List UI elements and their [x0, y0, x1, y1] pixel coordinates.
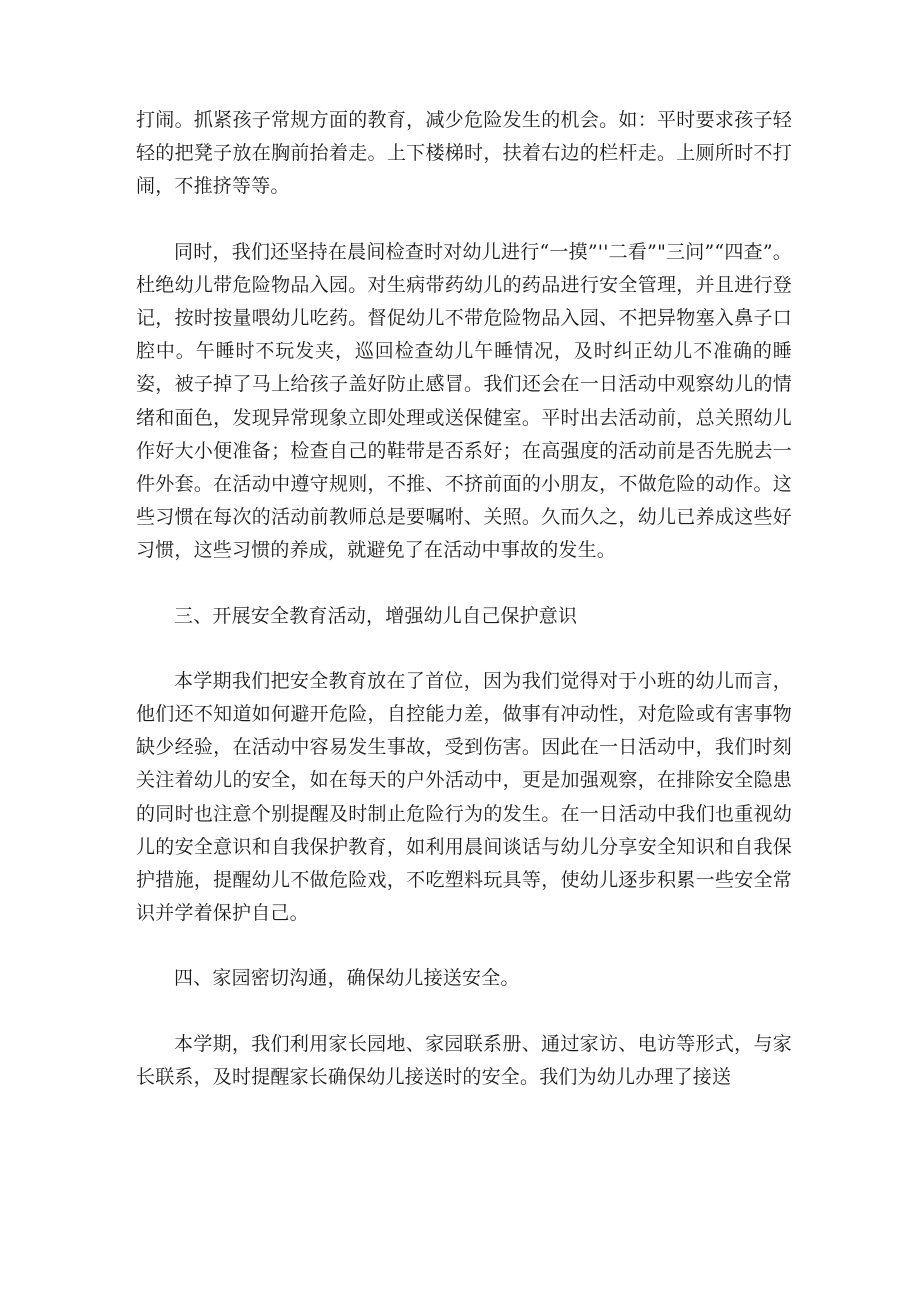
paragraph-home-school: 本学期，我们利用家长园地、家园联系册、通过家访、电访等形式，与家长联系，及时提醒家长确保幼儿接送时的安全。我们为幼儿办理了接送	[136, 1032, 792, 1088]
paragraph-intro-continuation: 打闹。抓紧孩子常规方面的教育，减少危险发生的机会。如：平时要求孩子轻轻的把凳子放在胸前抬着走。上下楼梯时，扶着右边的栏杆走。上厕所时不打闹，不推挤等等。	[136, 109, 792, 198]
paragraph-safety-education: 本学期我们把安全教育放在了首位，因为我们觉得对于小班的幼儿而言，他们还不知道如何避开危险，自控能力差，做事有冲动性，对危险或有害事物缺少经验，在活动中容易发生事故，受到伤害。因此在一日活动中，我们时刻关注着幼儿的安全，如在每天的户外活动中，更是加强观察，在排除安全隐患的同时也注意个别提醒及时制止危险行为的发生。在一日活动中我们也重视幼儿的安全意识和自我保护教育，如利用晨间谈话与幼儿分享安全知识和自我保护措施，提醒幼儿不做危险戏，不吃塑料玩具等，使幼儿逐步积累一些安全常识并学着保护自己。	[136, 669, 792, 925]
document-body	[136, 104, 792, 1126]
section-heading-3: 三、开展安全教育活动，增强幼儿自己保护意识	[174, 604, 578, 627]
section-heading-4: 四、家园密切沟通，确保幼儿接送安全。	[174, 967, 520, 990]
paragraph-morning-check: 同时，我们还坚持在晨间检查时对幼儿进行“一摸”''二看”"三问”“四查”。杜绝幼儿带危险物品入园。对生病带药幼儿的药品进行安全管理，并且进行登记，按时按量喂幼儿吃药。督促幼儿不带危险物品入园、不把异物塞入鼻子口腔中。午睡时不玩发夹，巡回检查幼儿午睡情况，及时纠正幼儿不准确的睡姿，被子掉了马上给孩子盖好防止感冒。我们还会在一日活动中观察幼儿的情绪和面色，发现异常现象立即处理或送保健室。平时出去活动前，总关照幼儿作好大小便准备；检查自己的鞋带是否系好；在高强度的活动前是否先脱去一件外套。在活动中遵守规则，不推、不挤前面的小朋友，不做危险的动作。这些习惯在每次的活动前教师总是要嘱咐、关照。久而久之，幼儿已养成这些好习惯，这些习惯的养成，就避免了在活动中事故的发生。	[136, 240, 792, 562]
